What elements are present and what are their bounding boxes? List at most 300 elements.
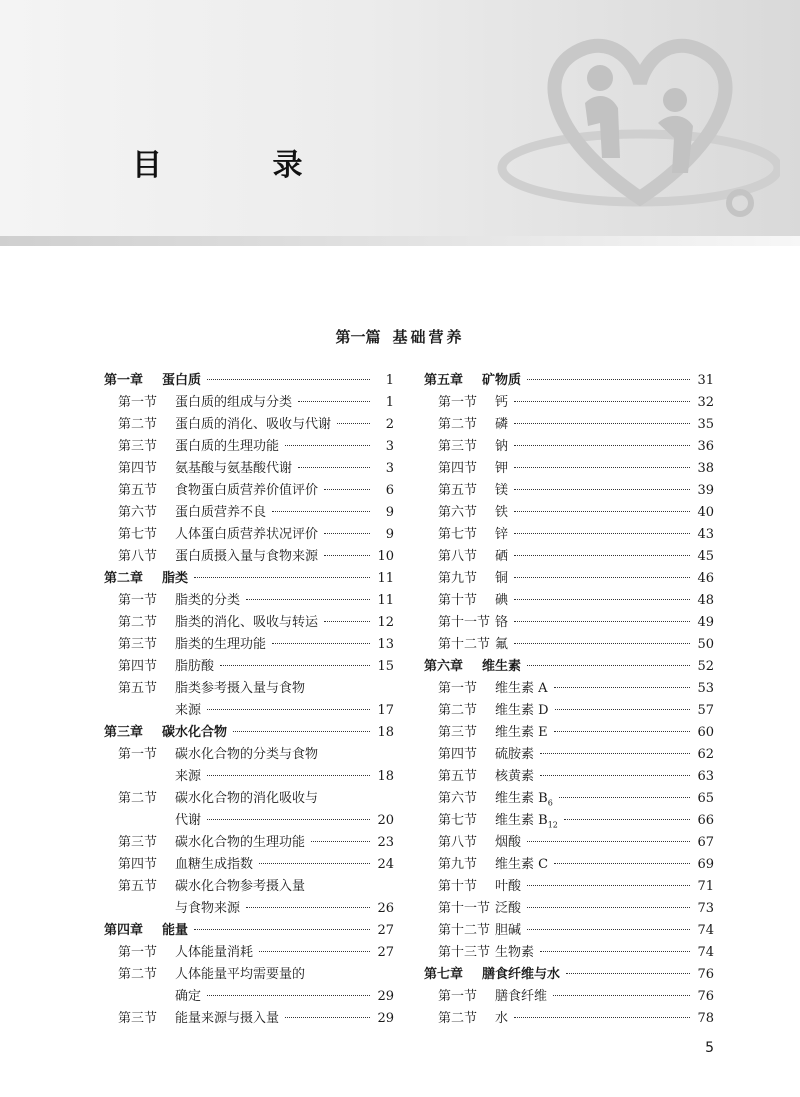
dot-leader	[514, 533, 690, 534]
entry-title	[495, 898, 521, 920]
toc-section-entry[interactable]	[424, 678, 714, 700]
entry-page-number: 76	[697, 989, 714, 1004]
section-label: 第五节	[118, 879, 158, 894]
entry-page-number: 29	[377, 989, 394, 1004]
entry-title-text: 碳水化合物的生理功能	[175, 835, 306, 850]
entry-title	[162, 568, 188, 590]
entry-page-number: 18	[377, 725, 394, 740]
dot-leader	[540, 753, 690, 754]
toc-section-entry[interactable]	[424, 854, 714, 876]
toc-section-entry[interactable]	[104, 656, 394, 678]
entry-title-text: 氨基酸与氨基酸代谢	[175, 461, 293, 476]
entry-title	[495, 590, 508, 612]
entry-title	[175, 700, 201, 722]
section-label: 第五节	[438, 483, 478, 498]
entry-title	[162, 722, 227, 744]
entry-title-text: 碳水化合物	[162, 725, 228, 740]
dot-leader	[553, 995, 690, 996]
entry-page-number: 71	[697, 879, 714, 894]
toc-section-entry[interactable]	[424, 524, 714, 546]
entry-page-number: 12	[377, 615, 394, 630]
entry-page-number: 1	[385, 373, 394, 388]
entry-page-number: 27	[377, 923, 394, 938]
dot-leader	[207, 709, 370, 710]
entry-title-text: 维生素 D	[495, 703, 549, 718]
toc-section-entry[interactable]	[424, 832, 714, 854]
entry-title-text: 人体能量消耗	[175, 945, 254, 960]
entry-title-text: 磷	[495, 417, 509, 432]
toc-section-entry[interactable]	[424, 502, 714, 524]
entry-title	[175, 1008, 279, 1030]
entry-page-number: 76	[697, 967, 714, 982]
section-label: 第四节	[118, 659, 158, 674]
dot-leader	[194, 577, 370, 578]
chapter-label: 第七章	[424, 967, 464, 982]
toc-section-entry[interactable]	[424, 436, 714, 458]
section-label: 第七节	[118, 527, 158, 542]
entry-title	[495, 942, 534, 964]
entry-page-number: 52	[697, 659, 714, 674]
toc-section-entry[interactable]	[104, 480, 394, 502]
dot-leader	[514, 599, 690, 600]
entry-page-number: 10	[377, 549, 394, 564]
entry-title	[175, 876, 305, 898]
dot-leader	[527, 379, 690, 380]
entry-title-text: 脂肪酸	[175, 659, 215, 674]
toc-section-entry[interactable]	[424, 612, 714, 634]
dot-leader	[559, 797, 690, 798]
entry-title-text: 能量来源与摄入量	[175, 1011, 280, 1026]
entry-title	[482, 964, 560, 986]
entry-page-number: 46	[697, 571, 714, 586]
entry-title	[175, 986, 201, 1008]
toc-section-entry[interactable]	[424, 810, 714, 832]
entry-title-text: 核黄素	[495, 769, 535, 784]
section-label: 第一节	[118, 945, 158, 960]
toc-section-entry[interactable]	[424, 458, 714, 480]
entry-title	[495, 722, 548, 744]
toc-section-entry[interactable]	[424, 942, 714, 964]
toc-section-entry[interactable]	[424, 392, 714, 414]
entry-title	[175, 964, 305, 986]
entry-page-number: 48	[697, 593, 714, 608]
toc-section-entry[interactable]	[104, 502, 394, 524]
entry-page-number: 3	[385, 461, 394, 476]
toc-section-entry[interactable]	[424, 1008, 714, 1030]
toc-section-entry[interactable]	[424, 634, 714, 656]
dot-leader	[259, 951, 370, 952]
toc-chapter-entry[interactable]	[424, 656, 714, 678]
entry-title	[495, 700, 549, 722]
entry-page-number: 36	[697, 439, 714, 454]
section-label: 第七节	[438, 527, 478, 542]
toc-chapter-entry[interactable]	[104, 722, 394, 744]
entry-page-number: 45	[697, 549, 714, 564]
dot-leader	[246, 599, 370, 600]
entry-page-number: 13	[377, 637, 394, 652]
toc-chapter-entry[interactable]	[424, 964, 714, 986]
toc-chapter-entry[interactable]	[104, 370, 394, 392]
dot-leader	[324, 533, 370, 534]
toc-section-entry[interactable]	[424, 788, 714, 810]
entry-title-text: 蛋白质的生理功能	[175, 439, 280, 454]
section-label: 第九节	[438, 857, 478, 872]
entry-page-number: 62	[697, 747, 714, 762]
entry-title-text: 钙	[495, 395, 509, 410]
toc-section-entry[interactable]	[424, 480, 714, 502]
dot-leader	[514, 445, 690, 446]
toc-section-entry[interactable]	[424, 590, 714, 612]
section-label: 第四节	[118, 461, 158, 476]
entry-page-number: 63	[697, 769, 714, 784]
section-label: 第九节	[438, 571, 478, 586]
toc-section-entry[interactable]	[104, 634, 394, 656]
dot-leader	[207, 819, 370, 820]
entry-title-text: 蛋白质的消化、吸收与代谢	[175, 417, 332, 432]
entry-page-number: 66	[697, 813, 714, 828]
section-label: 第一节	[118, 395, 158, 410]
entry-title	[495, 744, 534, 766]
entry-title-text: 脂类	[162, 571, 189, 586]
dot-leader	[194, 929, 370, 930]
chapter-label: 第二章	[104, 571, 144, 586]
entry-title	[495, 568, 508, 590]
toc-section-entry[interactable]	[104, 1008, 394, 1030]
entry-page-number: 67	[697, 835, 714, 850]
section-label: 第十二节	[438, 637, 491, 652]
entry-page-number: 24	[377, 857, 394, 872]
section-label: 第六节	[118, 505, 158, 520]
entry-title-text: 代谢	[175, 813, 202, 828]
dot-leader	[540, 775, 690, 776]
entry-title	[495, 436, 508, 458]
dot-leader	[564, 819, 690, 820]
section-label: 第五节	[438, 769, 478, 784]
entry-title-text: 铁	[495, 505, 509, 520]
entry-title-subscript: 12	[547, 820, 558, 830]
entry-page-number: 20	[377, 813, 394, 828]
entry-title-text: 钠	[495, 439, 509, 454]
toc-section-entry[interactable]	[104, 612, 394, 634]
entry-title	[495, 832, 521, 854]
dot-leader	[514, 489, 690, 490]
dot-leader	[554, 863, 690, 864]
section-label: 第一节	[118, 747, 158, 762]
entry-title-text: 维生素	[482, 659, 522, 674]
entry-title	[175, 854, 253, 876]
entry-page-number: 31	[697, 373, 714, 388]
entry-title-text: 蛋白质营养不良	[175, 505, 267, 520]
entry-page-number: 74	[697, 945, 714, 960]
toc-section-entry[interactable]	[424, 920, 714, 942]
dot-leader	[220, 665, 370, 666]
entry-page-number: 9	[385, 527, 394, 542]
entry-page-number: 11	[377, 571, 394, 586]
entry-title	[175, 744, 318, 766]
entry-title-text: 食物蛋白质营养价值评价	[175, 483, 319, 498]
toc-section-entry[interactable]	[104, 436, 394, 458]
toc-section-entry[interactable]	[424, 898, 714, 920]
section-label: 第四节	[118, 857, 158, 872]
entry-page-number: 65	[697, 791, 714, 806]
dot-leader	[285, 445, 370, 446]
entry-title-text: 水	[495, 1011, 509, 1026]
entry-title	[175, 612, 318, 634]
section-label: 第八节	[438, 835, 478, 850]
section-label: 第十三节	[438, 945, 491, 960]
entry-title	[495, 392, 508, 414]
entry-title-text: 脂类参考摄入量与食物	[175, 681, 306, 696]
entry-title-text: 脂类的生理功能	[175, 637, 267, 652]
dot-leader	[514, 1017, 690, 1018]
entry-title	[175, 414, 331, 436]
entry-title-text: 膳食纤维	[495, 989, 548, 1004]
entry-title	[175, 458, 292, 480]
entry-title-text: 矿物质	[482, 373, 522, 388]
toc-section-entry[interactable]	[104, 942, 394, 964]
section-label: 第五节	[118, 681, 158, 696]
section-label: 第四节	[438, 461, 478, 476]
entry-page-number: 35	[697, 417, 714, 432]
toc-section-entry[interactable]	[424, 568, 714, 590]
dot-leader	[540, 951, 690, 952]
dot-leader	[514, 621, 690, 622]
section-label: 第二节	[118, 791, 158, 806]
section-label: 第一节	[438, 395, 478, 410]
entry-title-text: 维生素 B	[495, 791, 548, 806]
entry-title	[495, 458, 508, 480]
chapter-label: 第一章	[104, 373, 144, 388]
entry-title-text: 人体能量平均需要量的	[175, 967, 306, 982]
section-label: 第二节	[118, 967, 158, 982]
toc-section-entry[interactable]	[104, 964, 394, 986]
chapter-label: 第四章	[104, 923, 144, 938]
heart-stethoscope-logo-icon	[490, 8, 780, 223]
toc-section-entry[interactable]	[424, 700, 714, 722]
entry-title-text: 与食物来源	[175, 901, 241, 916]
entry-title-text: 碳水化合物的消化吸收与	[175, 791, 319, 806]
toc-section-entry[interactable]	[104, 392, 394, 414]
entry-title	[175, 788, 318, 810]
section-label: 第八节	[118, 549, 158, 564]
section-label: 第二节	[438, 703, 478, 718]
entry-title	[495, 876, 521, 898]
entry-title-text: 生物素	[495, 945, 535, 960]
entry-title-text: 氟	[495, 637, 509, 652]
entry-title-text: 血糖生成指数	[175, 857, 254, 872]
toc-section-entry[interactable]	[424, 766, 714, 788]
entry-title	[495, 1008, 508, 1030]
toc-chapter-entry[interactable]	[104, 568, 394, 590]
toc-section-entry[interactable]	[424, 546, 714, 568]
entry-page-number: 18	[377, 769, 394, 784]
toc-section-entry[interactable]	[104, 546, 394, 568]
entry-title	[175, 766, 201, 788]
entry-title-text: 来源	[175, 769, 202, 784]
toc-section-entry[interactable]	[104, 810, 394, 832]
dot-leader	[272, 643, 370, 644]
entry-page-number: 23	[377, 835, 394, 850]
entry-page-number: 78	[697, 1011, 714, 1026]
entry-page-number: 53	[697, 681, 714, 696]
entry-title-text: 蛋白质	[162, 373, 202, 388]
entry-title	[175, 656, 214, 678]
toc-section-entry[interactable]	[104, 744, 394, 766]
toc-section-entry[interactable]	[104, 458, 394, 480]
toc-section-entry[interactable]	[104, 832, 394, 854]
entry-title-text: 碳水化合物的分类与食物	[175, 747, 319, 762]
dot-leader	[554, 687, 690, 688]
entry-title-text: 碘	[495, 593, 509, 608]
header-banner	[0, 0, 800, 236]
entry-page-number: 27	[377, 945, 394, 960]
toc-section-entry[interactable]	[104, 766, 394, 788]
dot-leader	[272, 511, 370, 512]
entry-title-text: 蛋白质的组成与分类	[175, 395, 293, 410]
dot-leader	[233, 731, 370, 732]
entry-title-text: 脂类的消化、吸收与转运	[175, 615, 319, 630]
dot-leader	[555, 709, 690, 710]
toc-left-column	[104, 370, 394, 1030]
entry-title	[495, 634, 508, 656]
dot-leader	[207, 995, 370, 996]
entry-title-text: 硫胺素	[495, 747, 535, 762]
entry-title	[175, 942, 253, 964]
dot-leader	[527, 841, 690, 842]
page-title: 目 录	[132, 148, 353, 183]
entry-page-number: 43	[697, 527, 714, 542]
entry-page-number: 11	[377, 593, 394, 608]
entry-page-number: 26	[377, 901, 394, 916]
toc-section-entry[interactable]	[104, 414, 394, 436]
entry-title	[495, 766, 534, 788]
dot-leader	[554, 731, 690, 732]
toc-section-entry[interactable]	[104, 788, 394, 810]
entry-title	[495, 612, 508, 634]
dot-leader	[324, 621, 370, 622]
toc-section-entry[interactable]	[424, 744, 714, 766]
toc-section-entry[interactable]	[104, 678, 394, 700]
section-label: 第三节	[118, 637, 158, 652]
entry-title	[495, 920, 521, 942]
entry-page-number: 15	[377, 659, 394, 674]
entry-title-text: 锌	[495, 527, 509, 542]
toc-chapter-entry[interactable]	[104, 920, 394, 942]
entry-title-text: 镁	[495, 483, 509, 498]
section-label: 第四节	[438, 747, 478, 762]
entry-page-number: 50	[697, 637, 714, 652]
dot-leader	[207, 379, 370, 380]
section-label: 第三节	[118, 439, 158, 454]
toc-chapter-entry[interactable]	[424, 370, 714, 392]
section-label: 第三节	[438, 439, 478, 454]
entry-page-number: 57	[697, 703, 714, 718]
entry-title-text: 维生素 E	[495, 725, 548, 740]
toc-section-entry[interactable]	[104, 700, 394, 722]
page-number: 5	[705, 1040, 714, 1056]
toc-section-entry[interactable]	[424, 986, 714, 1008]
entry-page-number: 1	[385, 395, 394, 410]
entry-page-number: 73	[697, 901, 714, 916]
entry-title-text: 来源	[175, 703, 202, 718]
entry-title-text: 钾	[495, 461, 509, 476]
entry-title	[482, 656, 521, 678]
entry-title	[482, 370, 521, 392]
entry-page-number: 74	[697, 923, 714, 938]
chapter-label: 第五章	[424, 373, 464, 388]
section-label: 第二节	[438, 1011, 478, 1026]
entry-title-text: 蛋白质摄入量与食物来源	[175, 549, 319, 564]
section-label: 第十一节	[438, 901, 491, 916]
part-heading	[0, 326, 800, 347]
part-name: 基础营养	[392, 328, 465, 346]
toc-section-entry[interactable]	[424, 722, 714, 744]
entry-title	[175, 634, 266, 656]
entry-page-number: 3	[385, 439, 394, 454]
entry-title	[495, 414, 508, 436]
banner-divider	[0, 236, 800, 246]
entry-page-number: 40	[697, 505, 714, 520]
dot-leader	[514, 467, 690, 468]
entry-title-text: 叶酸	[495, 879, 522, 894]
entry-title	[175, 524, 318, 546]
entry-page-number: 32	[697, 395, 714, 410]
entry-title	[175, 810, 201, 832]
chapter-label: 第六章	[424, 659, 464, 674]
toc-section-entry[interactable]	[104, 986, 394, 1008]
toc-section-entry[interactable]	[424, 876, 714, 898]
toc-section-entry[interactable]	[104, 590, 394, 612]
section-label: 第一节	[438, 681, 478, 696]
entry-title-text: 硒	[495, 549, 509, 564]
dot-leader	[527, 665, 690, 666]
entry-page-number: 2	[385, 417, 394, 432]
toc-section-entry[interactable]	[104, 854, 394, 876]
entry-page-number: 60	[697, 725, 714, 740]
entry-title	[495, 854, 548, 876]
dot-leader	[298, 467, 370, 468]
entry-page-number: 17	[377, 703, 394, 718]
dot-leader	[566, 973, 690, 974]
dot-leader	[514, 555, 690, 556]
section-label: 第十二节	[438, 923, 491, 938]
dot-leader	[527, 929, 690, 930]
dot-leader	[324, 555, 370, 556]
entry-page-number: 38	[697, 461, 714, 476]
dot-leader	[514, 577, 690, 578]
section-label: 第五节	[118, 483, 158, 498]
entry-title-text: 维生素 A	[495, 681, 548, 696]
dot-leader	[527, 885, 690, 886]
dot-leader	[514, 423, 690, 424]
entry-title	[175, 678, 305, 700]
toc-section-entry[interactable]	[424, 414, 714, 436]
toc-section-entry[interactable]	[104, 524, 394, 546]
entry-title-text: 能量	[162, 923, 189, 938]
section-label: 第二节	[118, 417, 158, 432]
entry-title	[162, 920, 188, 942]
entry-page-number: 9	[385, 505, 394, 520]
entry-title	[175, 480, 318, 502]
dot-leader	[514, 643, 690, 644]
toc-section-entry[interactable]	[104, 876, 394, 898]
toc-section-entry[interactable]	[104, 898, 394, 920]
entry-title	[175, 436, 279, 458]
dot-leader	[285, 1017, 370, 1018]
section-label: 第七节	[438, 813, 478, 828]
section-label: 第十节	[438, 593, 478, 608]
entry-page-number: 39	[697, 483, 714, 498]
